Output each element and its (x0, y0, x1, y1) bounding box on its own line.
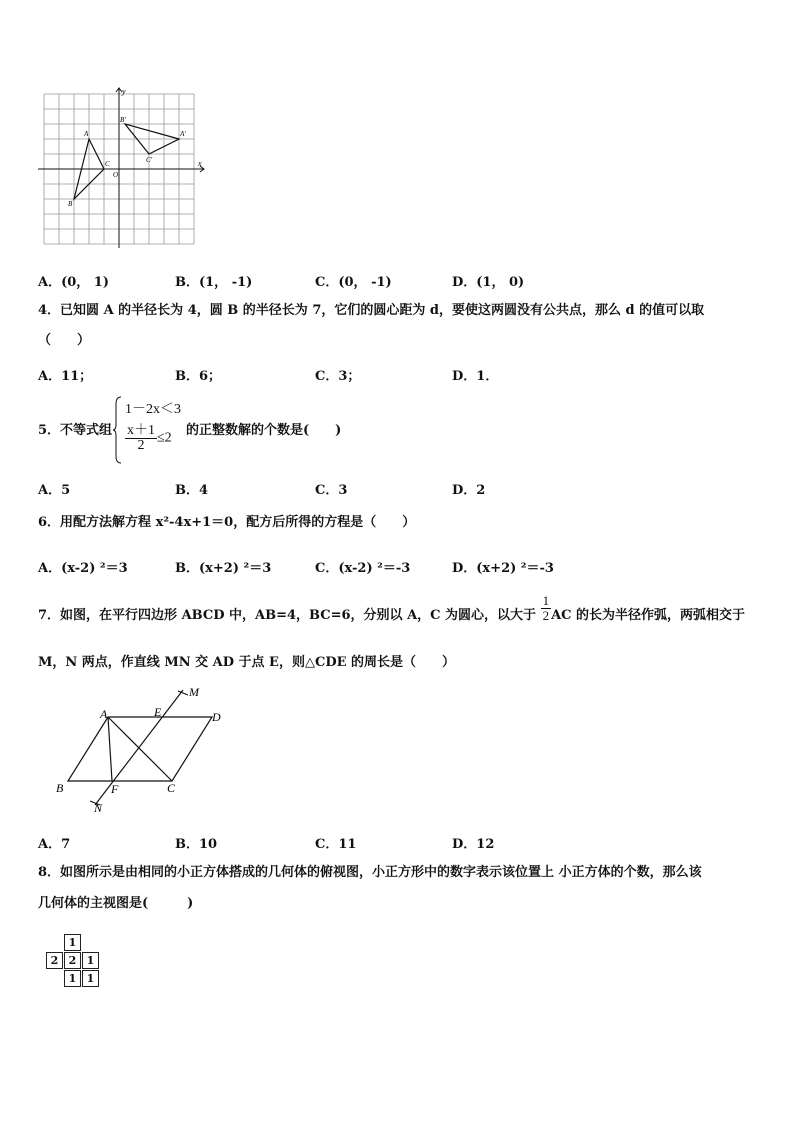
grid-cell: 1 (64, 934, 81, 951)
q7-stem-line1 (38, 593, 746, 624)
point-label-m: M (189, 685, 199, 699)
axis-label-x: x (198, 159, 202, 168)
q4-stem-line2: （ ） (38, 333, 91, 348)
point-label-f: F (111, 782, 119, 796)
point-label-c-prime: C' (146, 156, 153, 164)
q7-option-b: B．10 (175, 837, 218, 852)
q7-frac-denominator: 2 (542, 608, 550, 623)
q3-option-b: B．(1， -1) (175, 275, 253, 290)
q8-stem-line1: 8．如图所示是由相同的小正方体搭成的几何体的俯视图，小正方形中的数字表示该位置上 小正方体的个数，那么该 (38, 865, 702, 880)
top-view-grid (46, 934, 106, 990)
point-label-a: A (100, 707, 108, 721)
point-label-a: A (84, 130, 89, 138)
point-label-c: C (105, 160, 110, 168)
q5-ineq2-denominator: 2 (137, 438, 145, 453)
axis-label-y: y (122, 87, 126, 96)
q7-fraction (541, 594, 552, 623)
q5-ineq2-relation: ≤2 (157, 430, 172, 446)
grid-cell: 2 (46, 952, 63, 969)
q4-stem-line1: 4．已知圆 A 的半径长为 4，圆 B 的半径长为 7，它们的圆心距为 d，要使这两圆没有公共点，那么 d 的值可以取 (38, 303, 705, 318)
q4-option-d: D．1． (452, 369, 499, 384)
q5-option-a: A．5 (38, 483, 71, 498)
grid-cell: 1 (64, 970, 81, 987)
parallelogram-figure (50, 680, 235, 815)
grid-cell: 1 (82, 952, 99, 969)
q6-option-d: D．(x+2) ²＝-3 (452, 561, 554, 576)
q7-stem-part2: AC 的长为半径作弧，两弧相交于 (551, 608, 746, 623)
q3-option-d: D．(1， 0) (452, 275, 525, 290)
q3-option-a: A．(0， 1) (38, 275, 110, 290)
q7-option-d: D．12 (452, 837, 495, 852)
q5-suffix: 的正整数解的个数是( ) (186, 423, 342, 438)
q6-option-c: C．(x-2) ²＝-3 (315, 561, 411, 576)
q4-option-a: A．11； (38, 369, 93, 384)
q5-option-c: C．3 (315, 483, 348, 498)
q4-option-b: B．6； (175, 369, 222, 384)
grid-cell: 1 (82, 970, 99, 987)
coordinate-grid-figure (36, 86, 211, 251)
q7-option-c: C．11 (315, 837, 357, 852)
q6-stem: 6．用配方法解方程 x²-4x+1＝0，配方后所得的方程是（ ） (38, 515, 416, 530)
q6-option-b: B．(x+2) ²＝3 (175, 561, 272, 576)
q5-option-d: D．2 (452, 483, 486, 498)
point-label-b: B (56, 781, 64, 795)
point-label-a-prime: A' (180, 130, 186, 138)
q5-ineq2-numerator: x＋1 (127, 423, 155, 438)
q7-frac-numerator: 1 (542, 593, 550, 608)
point-label-d: D (212, 710, 221, 724)
left-brace (113, 396, 123, 464)
point-label-n: N (94, 801, 103, 815)
q7-stem-part1: 7．如图，在平行四边形 ABCD 中，AB=4，BC=6，分别以 A，C 为圆心，以大于 (38, 608, 537, 623)
point-label-b-prime: B' (120, 116, 126, 124)
q6-option-a: A．(x-2) ²＝3 (38, 561, 128, 576)
q4-option-c: C．3； (315, 369, 361, 384)
q5-inequality-1: 1－2x＜3 (125, 402, 181, 417)
q7-stem-line2: M，N 两点，作直线 MN 交 AD 于点 E，则△CDE 的周长是（ ） (38, 655, 456, 670)
q8-stem-line2: 几何体的主视图是( ) (38, 896, 194, 911)
point-label-c: C (167, 781, 176, 795)
q7-option-a: A．7 (38, 837, 71, 852)
q5-option-b: B．4 (175, 483, 209, 498)
q5-prefix: 5．不等式组 (38, 423, 113, 438)
origin-label: O (113, 171, 119, 179)
grid-cell: 2 (64, 952, 81, 969)
point-label-b: B (68, 200, 73, 208)
q3-option-c: C．(0， -1) (315, 275, 392, 290)
point-label-e: E (154, 705, 162, 719)
q5-inequality-2 (125, 424, 172, 453)
